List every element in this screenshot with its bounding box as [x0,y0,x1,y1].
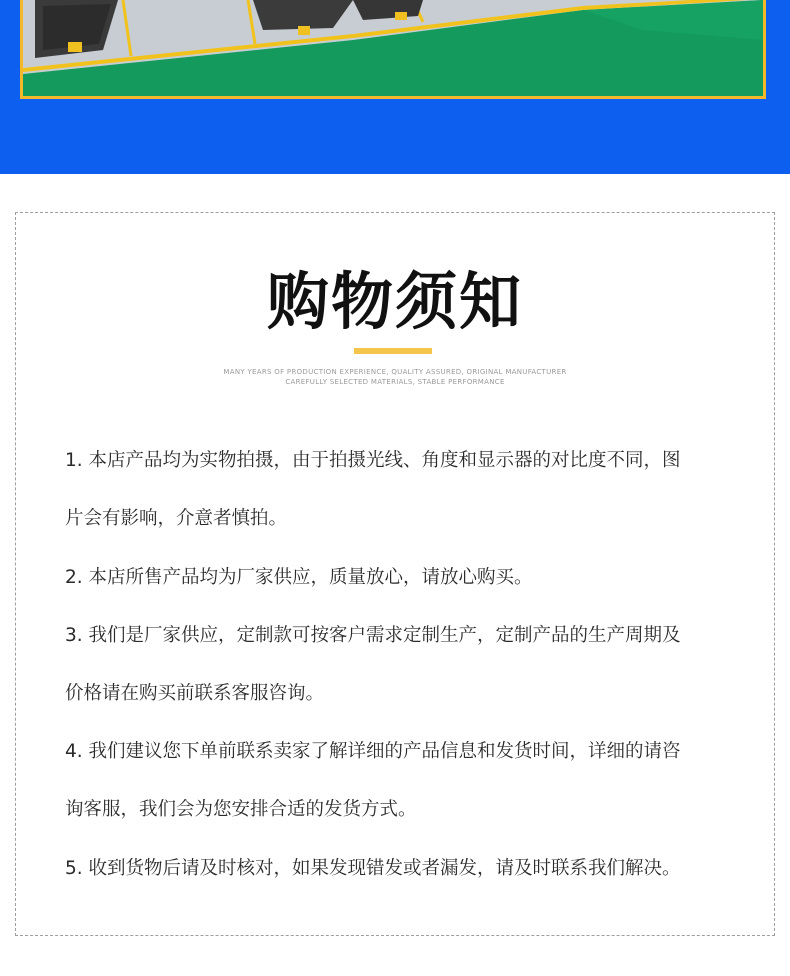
subtitle-line-1: MANY YEARS OF PRODUCTION EXPERIENCE, QUALITY ASSURED, ORIGINAL MANUFACTURER [223,368,567,376]
notice-line-8: 5. 收到货物后请及时核对，如果发现错发或者漏发，请及时联系我们解决。 [65,858,681,879]
notice-line-7: 询客服，我们会为您安排合适的发货方式。 [65,799,417,820]
notice-line-1: 1. 本店产品均为实物拍摄，由于拍摄光线、角度和显示器的对比度不同，图 [65,450,681,471]
page-title: 购物须知 [266,265,523,338]
notice-line-2: 片会有影响，介意者慎拍。 [65,508,288,529]
title-accent-bar [354,348,432,354]
notice-line-5: 价格请在购买前联系客服咨询。 [65,683,325,704]
subtitle-line-2: CAREFULLY SELECTED MATERIALS, STABLE PERFORMANCE [285,378,505,386]
warehouse-floor-image [23,0,763,96]
notice-line-4: 3. 我们是厂家供应，定制款可按客户需求定制生产，定制产品的生产周期及 [65,625,681,646]
notice-line-6: 4. 我们建议您下单前联系卖家了解详细的产品信息和发货时间，详细的请咨 [65,741,681,762]
product-photo [20,0,766,99]
top-banner [0,0,790,174]
notice-line-3: 2. 本店所售产品均为厂家供应，质量放心，请放心购买。 [65,567,533,588]
